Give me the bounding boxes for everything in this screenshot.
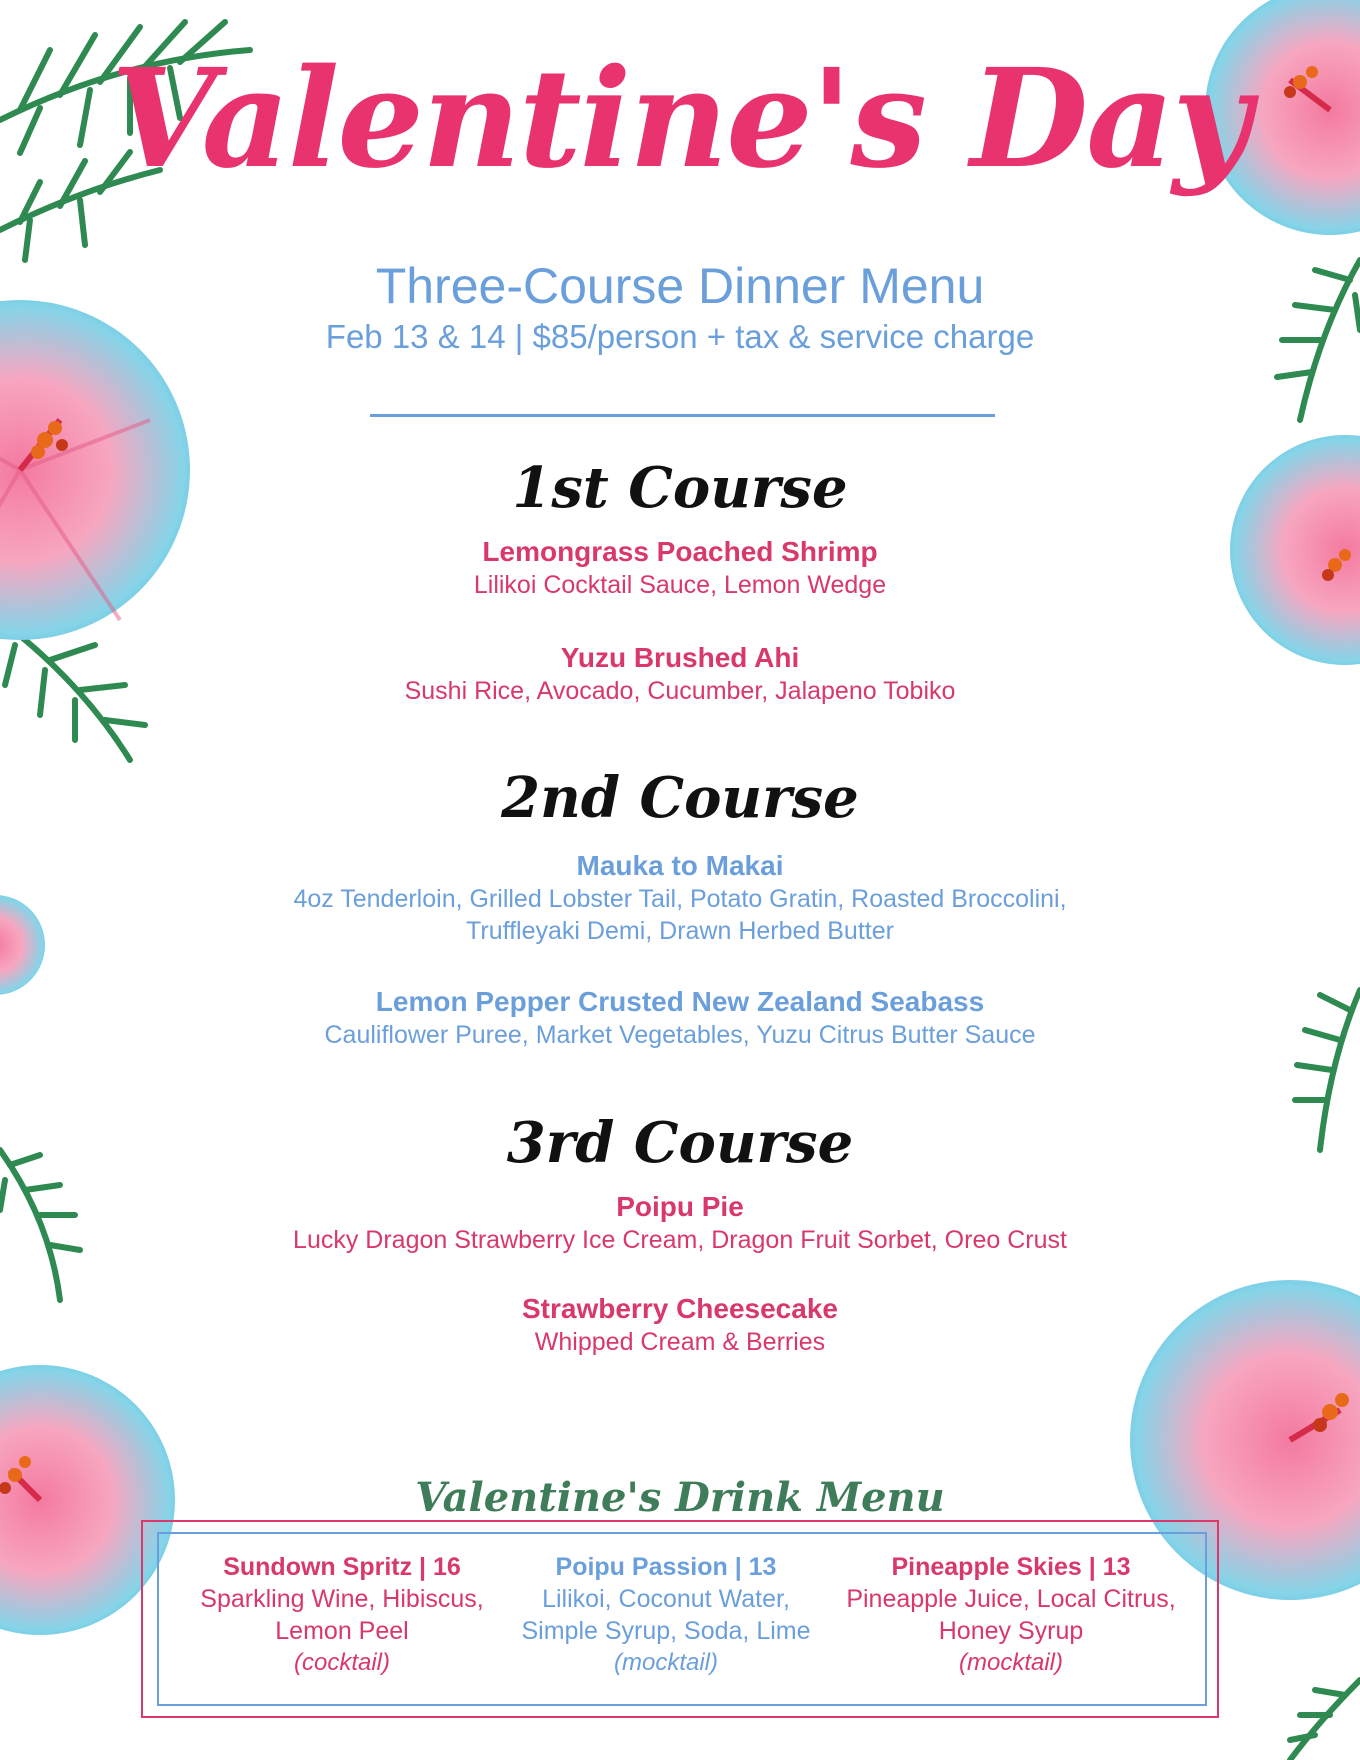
drink-desc: Simple Syrup, Soda, Lime — [521, 1617, 811, 1646]
drink-desc: Pineapple Juice, Local Citrus, — [846, 1585, 1176, 1614]
dish — [0, 985, 1360, 1051]
dish-name: Mauka to Makai — [576, 850, 784, 881]
divider — [370, 414, 995, 417]
drink-type: (mocktail) — [958, 1649, 1063, 1677]
dish — [0, 535, 1360, 601]
menu-title: Valentine's Day — [110, 39, 1250, 199]
dish-desc: Lilikoi Cocktail Sauce, Lemon Wedge — [473, 570, 887, 599]
dish-desc: Whipped Cream & Berries — [534, 1327, 826, 1356]
drink-item — [501, 1552, 831, 1678]
drink-type: (mocktail) — [613, 1649, 718, 1677]
course-heading: 1st Course — [512, 455, 848, 521]
dish-desc: Truffleyaki Demi, Drawn Herbed Butter — [466, 917, 894, 946]
dish — [0, 641, 1360, 707]
dish — [0, 1292, 1360, 1358]
dish-desc: Cauliflower Puree, Market Vegetables, Yuzu Citrus Butter Sauce — [324, 1020, 1036, 1049]
dish-name: Poipu Pie — [616, 1191, 744, 1222]
course-heading: 3rd Course — [506, 1110, 854, 1176]
drink-desc: Lilikoi, Coconut Water, — [542, 1585, 790, 1614]
dish-name: Lemon Pepper Crusted New Zealand Seabass — [375, 986, 985, 1017]
dish-name: Yuzu Brushed Ahi — [560, 642, 800, 673]
drink-type: (cocktail) — [293, 1649, 390, 1677]
drink-desc: Lemon Peel — [275, 1617, 409, 1646]
dish — [0, 1190, 1360, 1256]
drink-item — [846, 1552, 1176, 1678]
dish-desc: 4oz Tenderloin, Grilled Lobster Tail, Potato Gratin, Roasted Broccolini, — [293, 884, 1067, 913]
date-price-line: Feb 13 & 14 | $85/person + tax & service charge — [325, 318, 1035, 355]
drink-item — [177, 1552, 507, 1678]
drink-desc: Sparkling Wine, Hibiscus, — [200, 1585, 484, 1614]
menu-subtitle: Three-Course Dinner Menu — [375, 258, 985, 314]
dish — [0, 849, 1360, 948]
drink-menu-title: Valentine's Drink Menu — [415, 1474, 945, 1521]
drink-name: Sundown Spritz | 16 — [223, 1553, 461, 1581]
dish-name: Lemongrass Poached Shrimp — [482, 536, 878, 567]
dish-name: Strawberry Cheesecake — [522, 1293, 838, 1324]
dish-desc: Sushi Rice, Avocado, Cucumber, Jalapeno Tobiko — [404, 676, 956, 705]
drink-name: Pineapple Skies | 13 — [891, 1553, 1131, 1581]
course-heading: 2nd Course — [501, 765, 859, 831]
dish-desc: Lucky Dragon Strawberry Ice Cream, Dragon Fruit Sorbet, Oreo Crust — [293, 1225, 1067, 1254]
drink-name: Poipu Passion | 13 — [555, 1553, 777, 1581]
drink-desc: Honey Syrup — [938, 1617, 1084, 1646]
